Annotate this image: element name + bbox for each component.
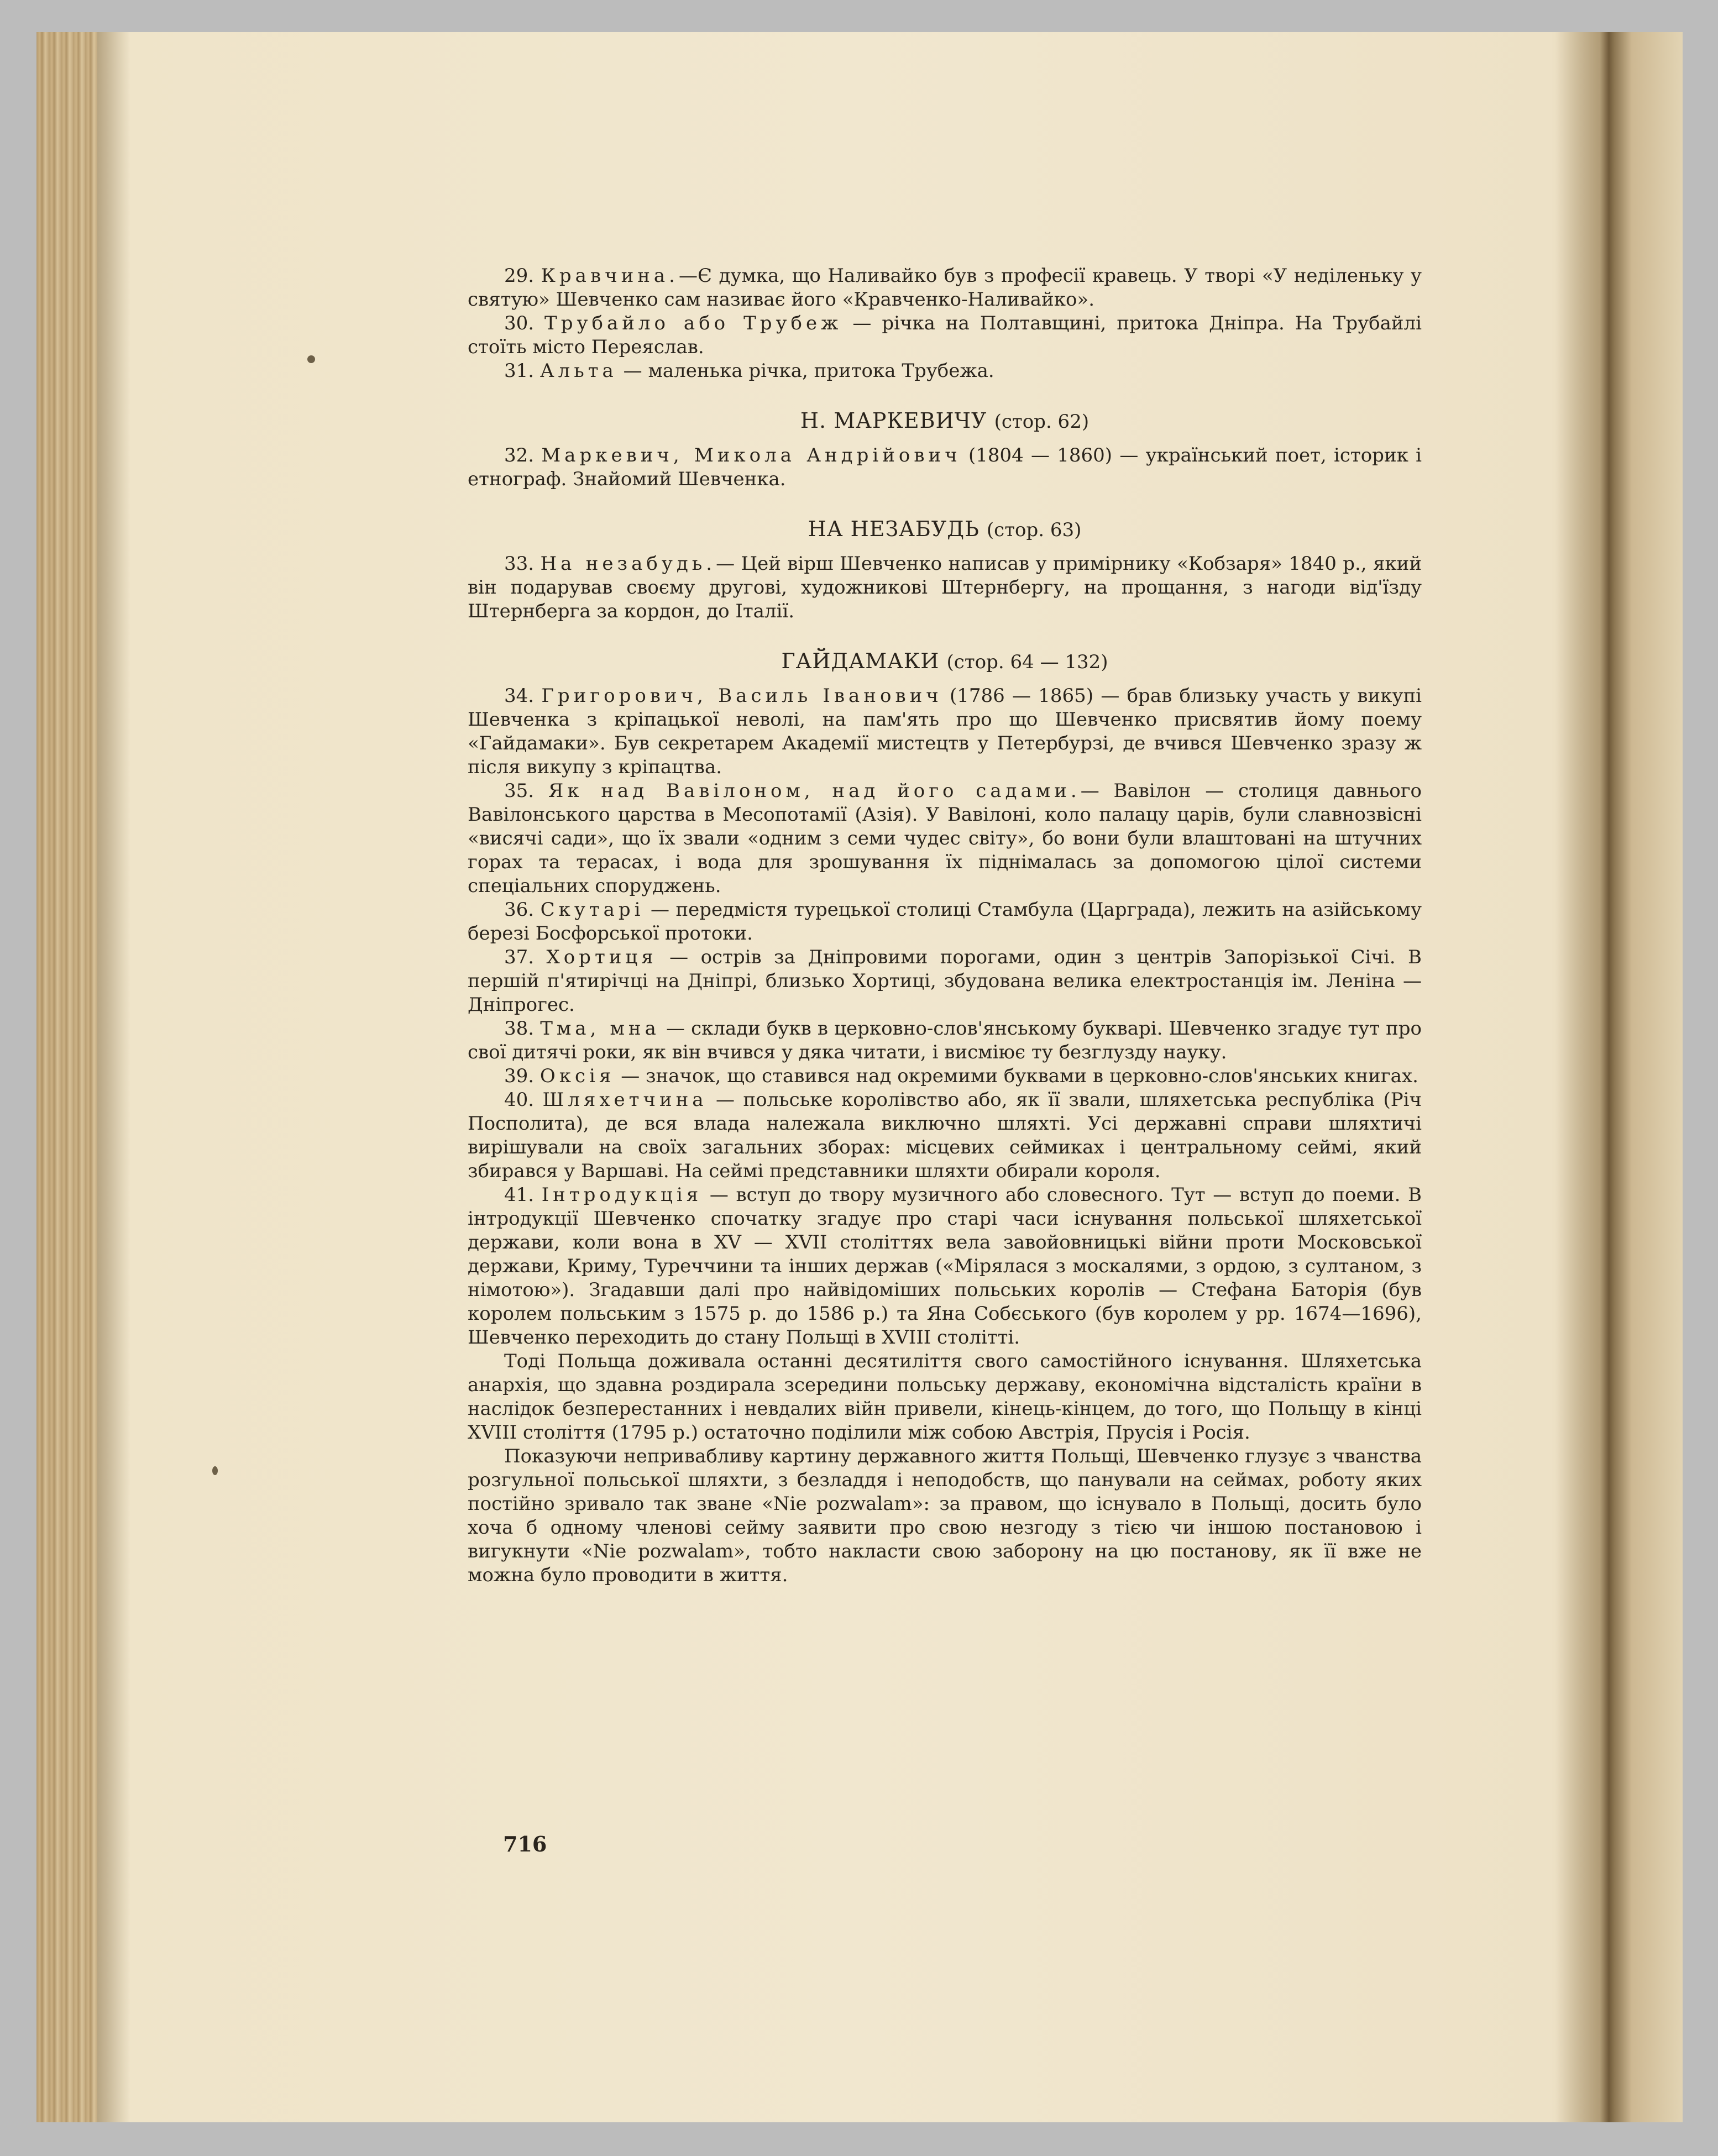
note-term: Як над Вавілоном, над його садами. bbox=[548, 780, 1081, 802]
note-number: 30. bbox=[504, 312, 535, 334]
note-number: 34. bbox=[504, 685, 535, 707]
note-36 bbox=[468, 898, 1422, 946]
section-title: Н. МАРКЕВИЧУ bbox=[800, 408, 987, 433]
note-number: 41. bbox=[504, 1184, 535, 1206]
note-number: 39. bbox=[504, 1065, 535, 1087]
note-text: (1804 — 1860) — український поет, історик і етнограф. Знайомий Шевченка. bbox=[468, 444, 1422, 490]
note-number: 37. bbox=[504, 946, 535, 968]
note-term: На незабудь. bbox=[540, 553, 716, 575]
note-34 bbox=[468, 684, 1422, 779]
section-page-ref: (стор. 63) bbox=[986, 519, 1082, 541]
note-term: Трубайло або Трубеж bbox=[544, 312, 842, 334]
section-heading-haidamaky bbox=[468, 648, 1422, 675]
book-gutter bbox=[1555, 32, 1683, 2122]
note-term: Хортиця bbox=[546, 946, 657, 968]
note-number: 40. bbox=[504, 1089, 535, 1111]
section-title: НА НЕЗАБУДЬ bbox=[808, 517, 980, 541]
note-text: — передмістя турецької столиці Стамбула (Царграда), лежить на азійському березі Босфорської протоки. bbox=[468, 899, 1422, 945]
note-number: 36. bbox=[504, 899, 535, 921]
note-term: Альта bbox=[540, 360, 617, 382]
note-number: 38. bbox=[504, 1017, 535, 1040]
print-speck bbox=[212, 1466, 218, 1475]
note-term: Скутарі bbox=[540, 899, 645, 921]
binding-shadow bbox=[97, 32, 130, 2122]
note-text: — склади букв в церковно-слов'янському букварі. Шевченко згадує тут про свої дитячі роки, як він вчився у дяка читати, і висміює ту безглузду науку. bbox=[468, 1017, 1422, 1063]
note-term: Маркевич, Микола Андрійович bbox=[541, 444, 961, 466]
note-32 bbox=[468, 444, 1422, 491]
note-37 bbox=[468, 946, 1422, 1017]
section-page-ref: (стор. 64 — 132) bbox=[946, 651, 1108, 673]
note-31 bbox=[468, 359, 1422, 383]
commentary-text bbox=[468, 264, 1422, 1587]
page-number: 716 bbox=[503, 1832, 547, 1856]
note-40 bbox=[468, 1088, 1422, 1183]
book-binding bbox=[36, 32, 97, 2122]
section-heading-markevychu bbox=[468, 407, 1422, 435]
note-text: — Вавілон — столиця давнього Вавілонського царства в Месопотамії (Азія). У Вавілоні, коло палацу царів, були славнозвісні «висячі сади», що їх звали «одним з семи чудес світу», бо вони були влаштовані на штучних горах та терасах, і вода для зрошування їх піднімалась за допомогою цілої системи спеціальних споруджень. bbox=[468, 780, 1422, 897]
note-35 bbox=[468, 779, 1422, 898]
note-text: — річка на Полтавщині, притока Дніпра. На Трубайлі стоїть місто Переяслав. bbox=[468, 312, 1422, 358]
section-page-ref: (стор. 62) bbox=[994, 411, 1090, 433]
section-title: ГАЙДАМАКИ bbox=[781, 649, 940, 673]
note-number: 29. bbox=[504, 265, 535, 287]
note-38 bbox=[468, 1017, 1422, 1064]
note-41 bbox=[468, 1183, 1422, 1350]
body-paragraph: Тоді Польща доживала останні десятиліття свого самостійного існування. Шляхетська анархія, що здавна роздирала зсередини польську державу, економічна відсталість країни в наслідок безперестанних і невдалих війн привели, кінець-кінцем, до того, що Польщу в кінці XVIII століття (1795 р.) остаточно поділили між собою Австрія, Прусія і Росія. bbox=[468, 1350, 1422, 1444]
note-text: — вступ до твору музичного або словесного. Тут — вступ до поеми. В інтродукції Шевченко спочатку згадує про старі часи існування польської шляхетської держави, коли вона в XV — XVII століттях вела завойовницькі війни проти Московської держави, Криму, Туреччини та інших держав («Мірялася з москалями, з ордою, з султаном, з німотою»). Згадавши далі про найвідоміших польських королів — Стефана Баторія (був королем польським з 1575 р. до 1586 р.) та Яна Собєського (був королем у рр. 1674—1696), Шевченко переходить до стану Польщі в XVIII столітті. bbox=[468, 1184, 1422, 1349]
body-paragraph: Показуючи непривабливу картину державного життя Польщі, Шевченко глузує з чванства розгульної польської шляхти, з безладдя і неподобств, що панували на сеймах, роботу яких постійно зривало так зване «Nie pozwalam»: за правом, що існувало в Польщі, досить було хоча б одному членові сейму заявити про свою незгоду з тією чи іншою постановою і вигукнути «Nie pozwalam», тобто накласти свою заборону на цю постанову, як її вже не можна було проводити в життя. bbox=[468, 1445, 1422, 1586]
note-number: 32. bbox=[504, 444, 535, 466]
note-39 bbox=[468, 1064, 1422, 1088]
note-text: — острів за Дніпровими порогами, один з центрів Запорізької Січі. В першій п'ятирічці на Дніпрі, близько Хортиці, збудована велика електростанція ім. Леніна — Дніпрогес. bbox=[468, 946, 1422, 1016]
note-text: — Цей вірш Шевченко написав у примірнику «Кобзаря» 1840 р., який він подарував своєму другові, художникові Штернбергу, на прощання, з нагоди від'їзду Штернберга за кордон, до Італії. bbox=[468, 553, 1422, 622]
note-29 bbox=[468, 264, 1422, 312]
note-number: 33. bbox=[504, 553, 535, 575]
note-text: (1786 — 1865) — брав близьку участь у викупі Шевченка з кріпацької неволі, на пам'ять про що Шевченко присвятив йому поему «Гайдамаки». Був секретарем Академії мистецтв у Петербурзі, де вчився Шевченко зразу ж після викупу з кріпацтва. bbox=[468, 685, 1422, 778]
note-number: 31. bbox=[504, 360, 535, 382]
print-speck bbox=[307, 355, 315, 363]
note-30 bbox=[468, 312, 1422, 359]
note-text: — маленька річка, притока Трубежа. bbox=[617, 360, 994, 382]
note-term: Оксія bbox=[540, 1065, 615, 1087]
note-term: Тма, мна bbox=[540, 1017, 660, 1040]
note-term: Шляхетчина bbox=[542, 1089, 708, 1111]
note-term: Кравчина. bbox=[541, 265, 679, 287]
book-page bbox=[36, 32, 1683, 2122]
note-33 bbox=[468, 552, 1422, 623]
note-text: —Є думка, що Наливайко був з професії кравець. У творі «У неділеньку у святую» Шевченко сам називає його «Кравченко-Наливайко». bbox=[468, 265, 1422, 311]
note-text: — значок, що ставився над окремими буквами в церковно-слов'янських книгах. bbox=[615, 1065, 1418, 1087]
note-number: 35. bbox=[504, 780, 535, 802]
note-text: — польське королівство або, як її звали, шляхетська республіка (Річ Посполита), де вся влада належала виключно шляхті. Усі державні справи шляхтичі вирішували на своїх загальних зборах: місцевих сеймиках і центральному сеймі, який збирався у Варшаві. На сеймі представники шляхти обирали короля. bbox=[468, 1089, 1422, 1182]
note-term: Інтродукція bbox=[541, 1184, 703, 1206]
note-term: Григорович, Василь Іванович bbox=[541, 685, 942, 707]
section-heading-nezabud bbox=[468, 516, 1422, 543]
